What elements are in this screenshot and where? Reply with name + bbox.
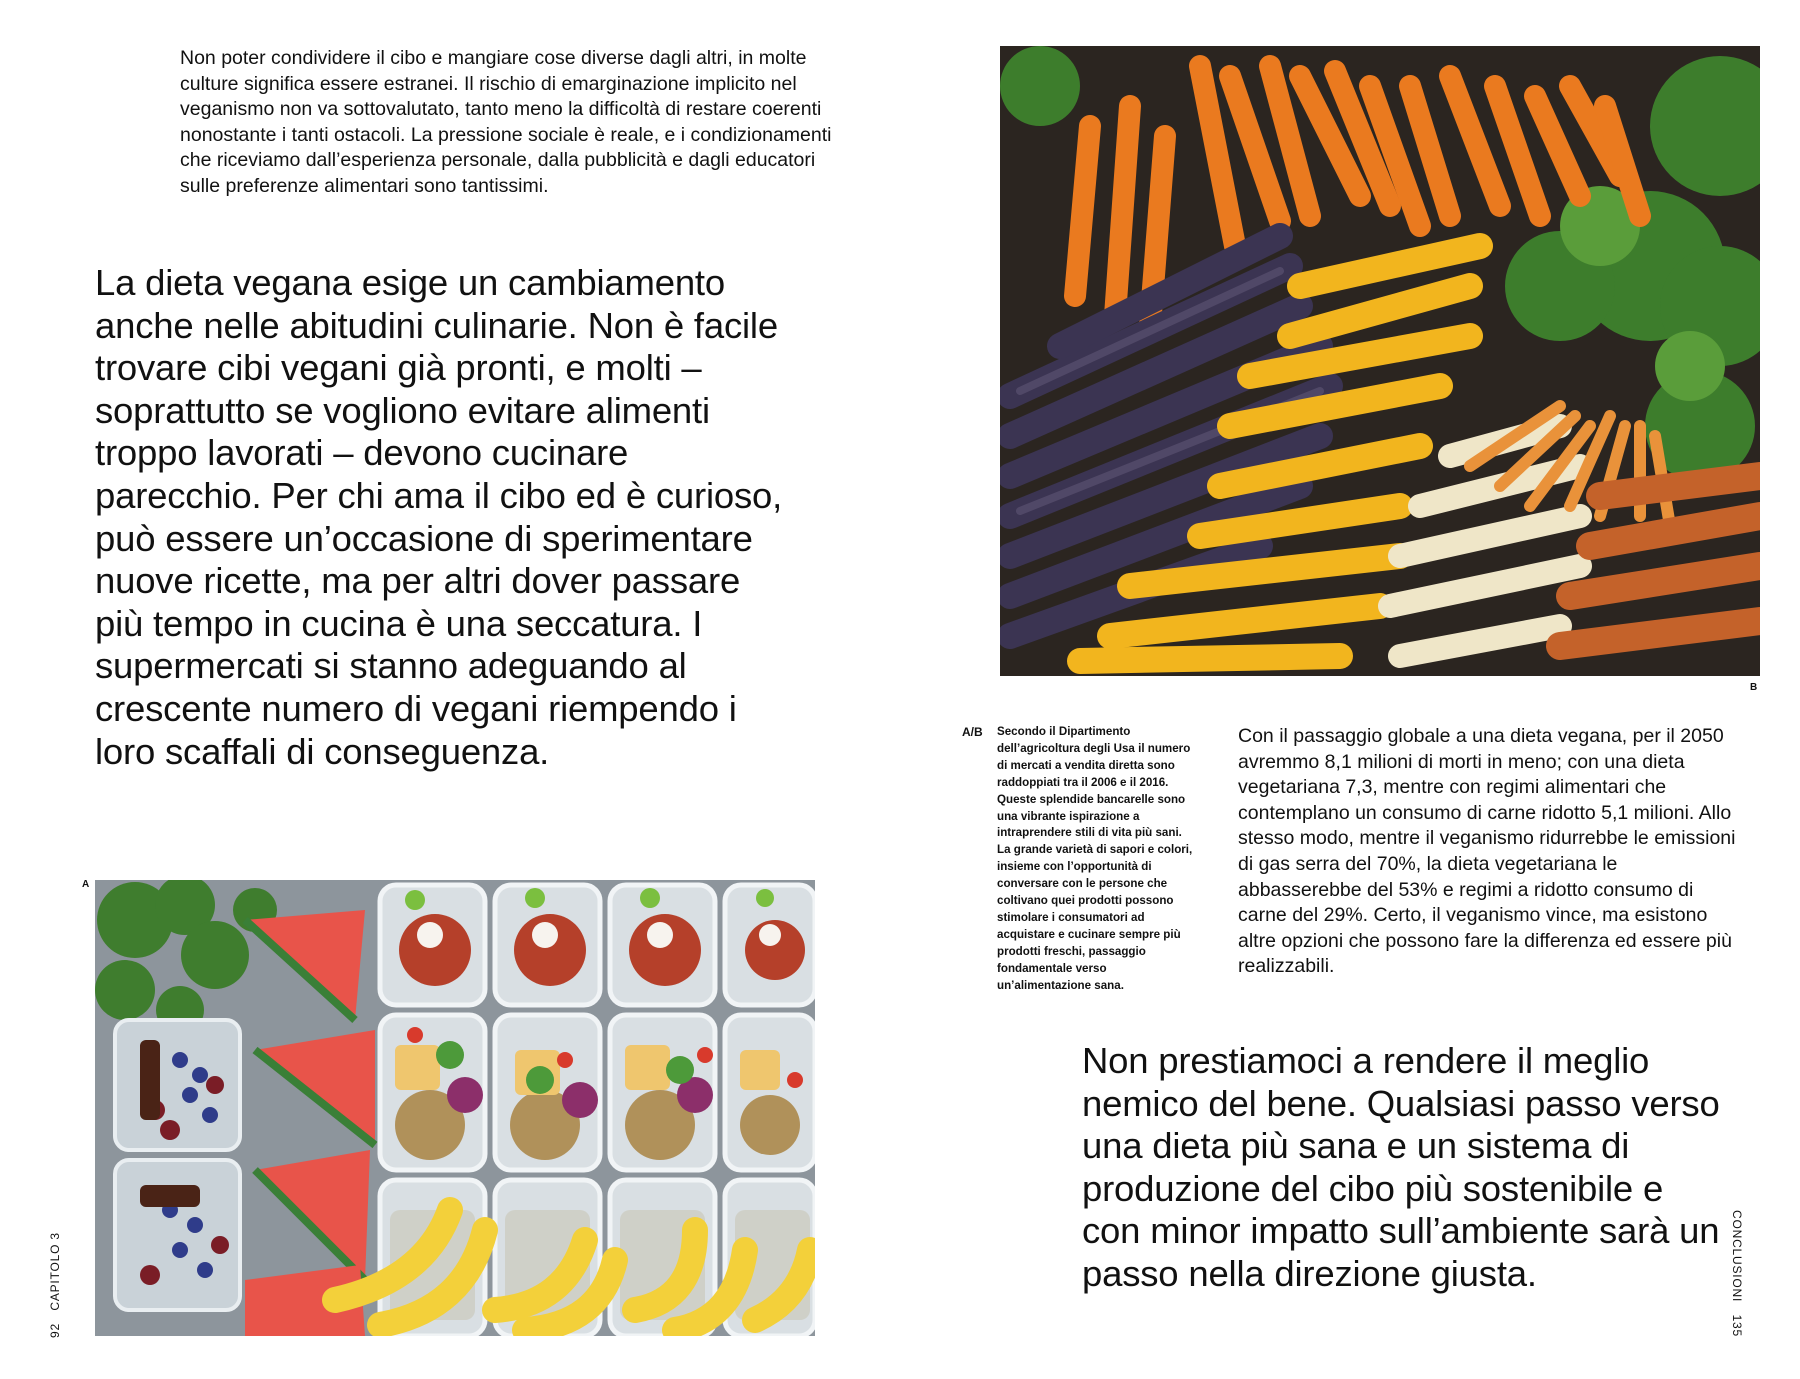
lead-paragraph-left: La dieta vegana esige un cambiamento anche nelle abitudini culinarie. Non è facile trovare cibi vegani già pronti, e molti – soprattutto se vogliono evitare alimenti troppo lavorati – devono cucinare parecchio. Per chi ama il cibo ed è curioso, può essere un’occasione di sperimentare nuove ricette, ma per altri dover passare più tempo in cucina è una seccatura. I supermercati si stanno adeguando al crescente numero di vegani riempendo i loro scaffali di conseguenza. [95, 262, 783, 772]
lead-paragraph-right: Non prestiamoci a rendere il meglio nemico del bene. Qualsiasi passo verso una dieta più sana e un sistema di produzione del cibo più sostenibile e con minor impatto sull’ambiente sarà un passo nella direzione giusta. [1082, 1040, 1720, 1294]
folio-left-section: CAPITOLO 3 [48, 1232, 62, 1311]
intro-paragraph: Non poter condividere il cibo e mangiare cose diverse dagli altri, in molte culture significa essere estranei. Il rischio di emarginazione implicito nel veganismo non va sottovalutato, tanto meno la difficoltà di restare coerenti nonostante i tanti ostacoli. La pressione sociale è reale, e i condizionamenti che riceviamo dall’esperienza personale, dalla pubblicità e dagli educatori sulle preferenze alimentari sono tantissimi. [180, 47, 832, 197]
photo-a-label: A [82, 879, 90, 890]
caption-tag: A/B [962, 725, 983, 739]
folio-left [48, 1232, 62, 1338]
photo-meal-prep [95, 880, 815, 1336]
folio-right-section: CONCLUSIONI [1730, 1210, 1744, 1303]
folio-right-page-number: 135 [1730, 1314, 1744, 1337]
photo-carrots-market [1000, 46, 1760, 676]
folio-right [1730, 1210, 1744, 1337]
photo-caption: Secondo il Dipartimento dell’agricoltura degli Usa il numero di mercati a vendita diretta sono raddoppiati tra il 2006 e il 2016. Queste splendide bancarelle sono una vibrante ispirazione a intraprendere stili di vita più sani. La grande varietà di sapori e colori, insieme con l’opportunità di conversare con le persone che coltivano quei prodotti possono stimolare i consumatori ad acquistare e cucinare sempre più prodotti freschi, passaggio fondamentale verso un’alimentazione sana. [997, 725, 1193, 992]
body-paragraph-right: Con il passaggio globale a una dieta vegana, per il 2050 avremmo 8,1 milioni di morti in meno; con una dieta vegetariana 7,3, mentre con regimi alimentari che contemplano un consumo di carne ridotto 5,1 milioni. Allo stesso modo, mentre il veganismo ridurrebbe le emissioni di gas serra del 70%, la dieta vegetariana le abbasserebbe del 53% e regimi a ridotto consumo di carne del 29%. Certo, il veganismo vince, ma esistono altre opzioni che possono fare la differenza ed essere più realizzabili. [1238, 725, 1736, 978]
folio-left-page-number: 92 [48, 1323, 62, 1338]
photo-b-label: B [1750, 682, 1758, 693]
